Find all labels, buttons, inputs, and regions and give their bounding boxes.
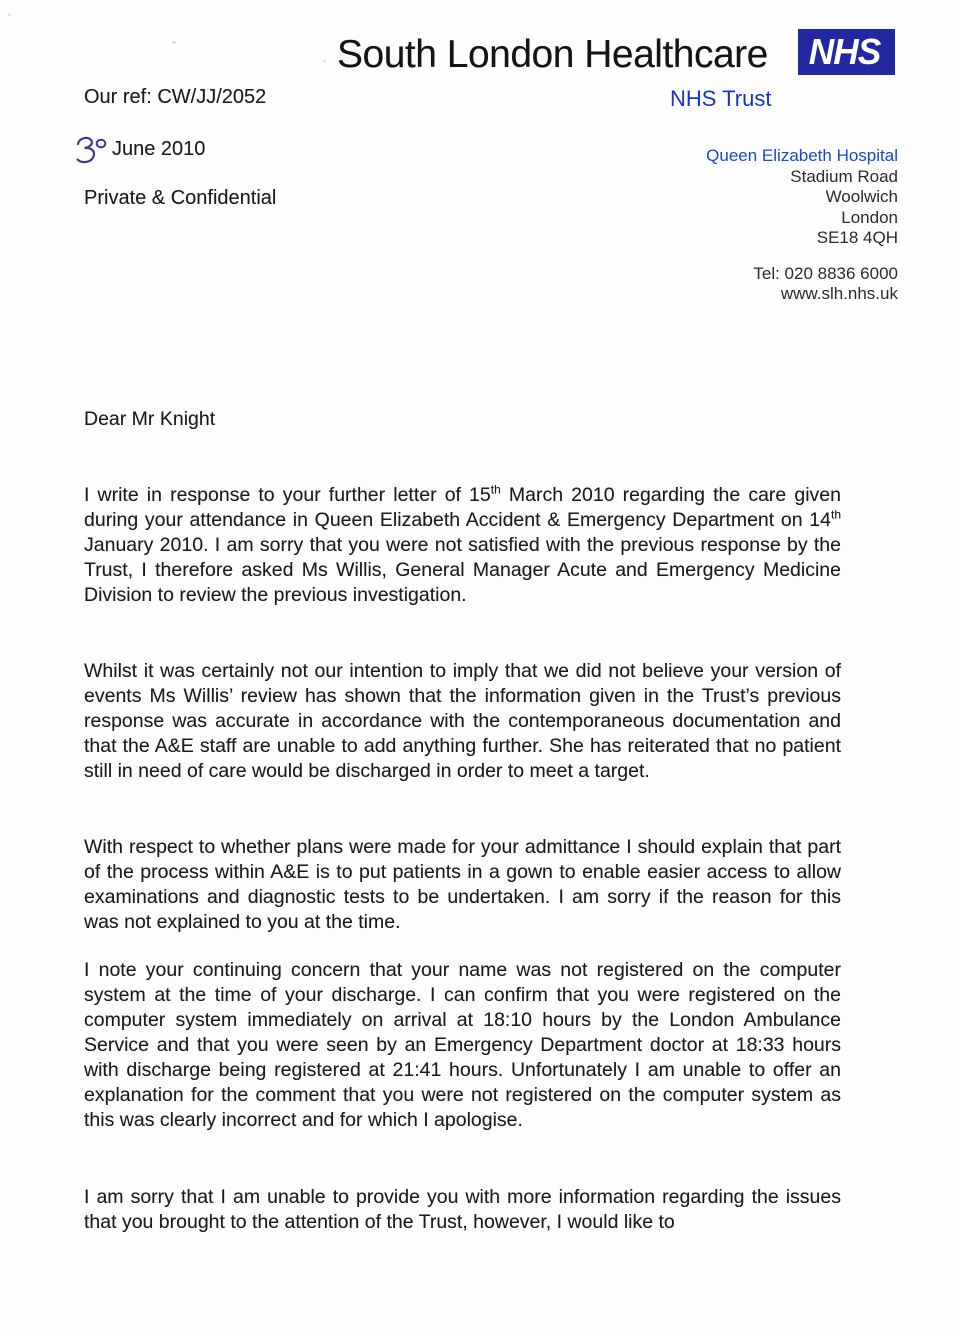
page-title: South London Healthcare: [337, 33, 768, 76]
paragraph-1-segment: March 2010 regarding the care given during your attendance in Queen Elizabeth Accident & Emergency Department on 14: [84, 484, 841, 531]
trust-label: NHS Trust: [670, 86, 772, 111]
paragraph-2: Whilst it was certainly not our intention to imply that we did not believe your version of events Ms Willis’ review has shown that the information given in the Trust’s previous response was accurate in accordance with the contemporaneous documentation and that the A&E staff are unable to add anything further. She has reiterated that no patient still in need of care would be discharged in order to meet a target.: [84, 660, 841, 782]
nhs-logo: [798, 29, 895, 75]
superscript-th: th: [490, 482, 501, 497]
telephone: Tel: 020 8836 6000: [753, 263, 898, 283]
scan-speck: [172, 41, 176, 44]
address-line: Woolwich: [825, 187, 898, 206]
address-line: SE18 4QH: [816, 228, 898, 247]
nhs-logo-text: NHS: [809, 31, 881, 72]
paragraph-1-segment: I write in response to your further letter of 15: [84, 484, 491, 506]
confidential-label: Private & Confidential: [84, 187, 277, 209]
address-line: London: [841, 207, 898, 227]
paragraph-1-segment: January 2010. I am sorry that you were not satisfied with the previous response by the Trust, I therefore asked Ms Willis, General Manager Acute and Emergency Medicine Division to review the previous investigation.: [84, 534, 841, 606]
date-printed: June 2010: [112, 138, 206, 160]
address-block: [706, 146, 898, 305]
scan-speck: [323, 60, 326, 63]
scan-speck: [8, 13, 11, 16]
superscript-th: th: [830, 507, 841, 522]
paragraph-3: With respect to whether plans were made for your admittance I should explain that part of the process within A&E is to put patients in a gown to enable easier access to allow examinations and diagnostic tests to be undertaken. I am sorry if the reason for this was not explained to you at the time.: [84, 836, 841, 933]
reference-number: Our ref: CW/JJ/2052: [84, 86, 267, 108]
paragraph-5: I am sorry that I am unable to provide you with more information regarding the issues that you brought to the attention of the Trust, however, I would like to: [84, 1186, 841, 1233]
website: www.slh.nhs.uk: [780, 284, 898, 303]
hospital-name: Queen Elizabeth Hospital: [706, 146, 898, 165]
paragraph-4: I note your continuing concern that your name was not registered on the computer system at the time of your discharge. I can confirm that you were registered on the computer system immediately on arrival at 18:10 hours by the London Ambulance Service and that you were seen by an Emergency Department doctor at 18:33 hours with discharge being registered at 21:41 hours. Unfortunately I am unable to offer an explanation for the comment that you were not registered on the computer system as this was clearly incorrect and for which I apologise.: [84, 959, 841, 1131]
salutation: Dear Mr Knight: [84, 408, 216, 430]
address-line: Stadium Road: [790, 166, 898, 186]
handwritten-day-30: [74, 134, 114, 166]
paragraph-1: [84, 483, 841, 608]
